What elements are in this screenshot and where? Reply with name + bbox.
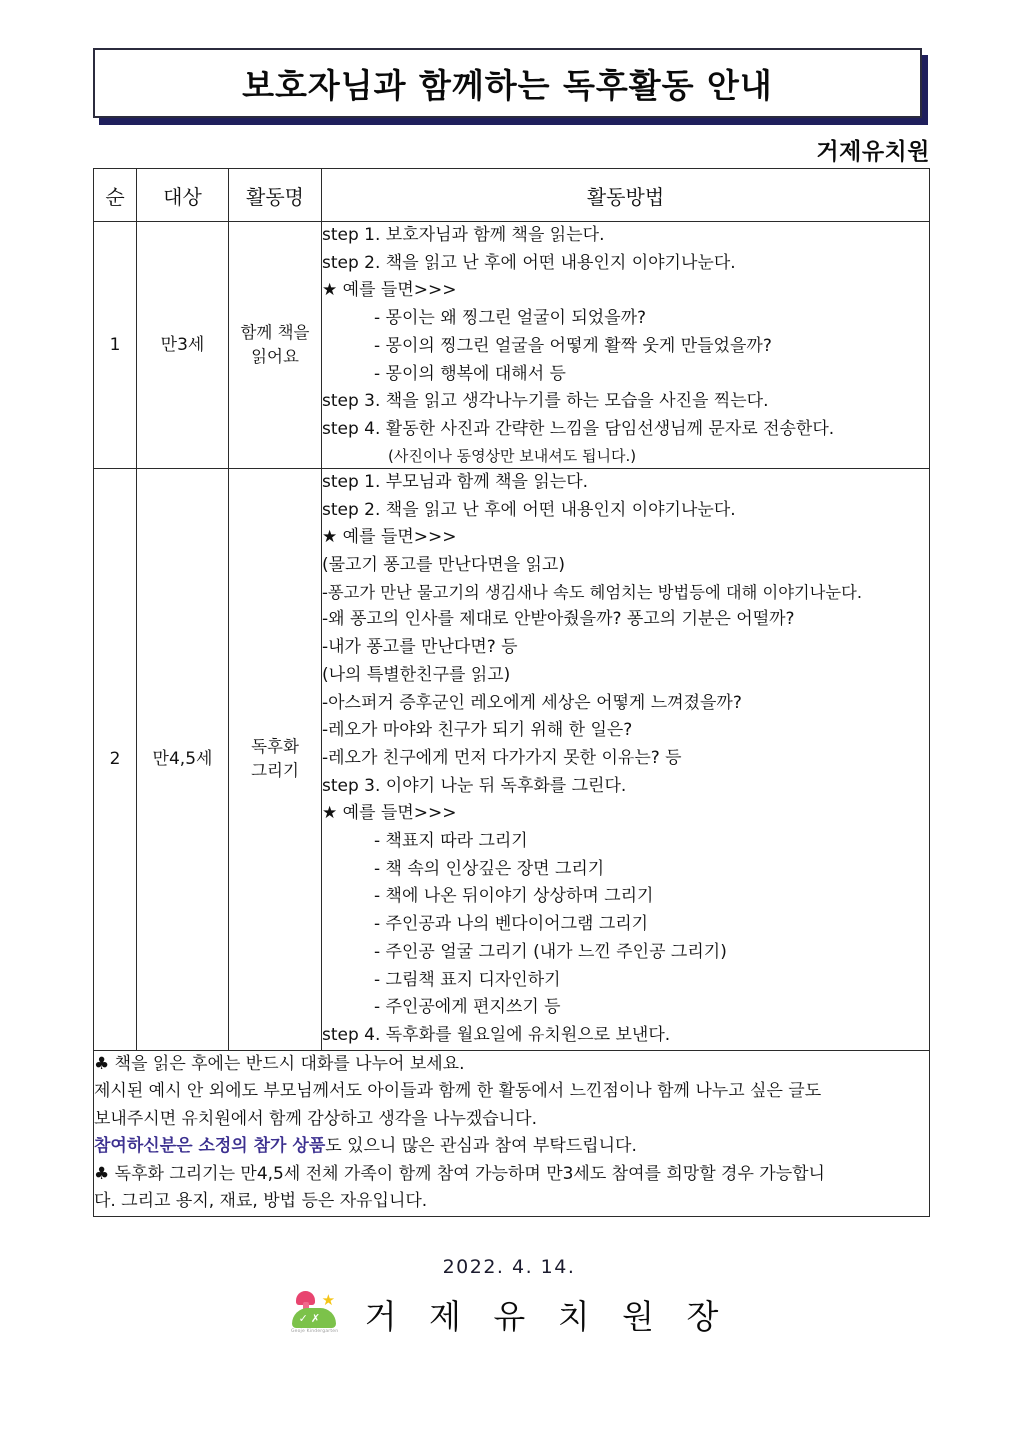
method-line: step 3. 책을 읽고 생각나누기를 하는 모습을 사진을 찍는다.: [322, 391, 769, 412]
note-line: [94, 1133, 929, 1161]
method-line: step 4. 독후화를 월요일에 유치원으로 보낸다.: [322, 1024, 671, 1045]
cell-activity-line1: 함께 책을: [240, 323, 310, 343]
notes-row: [94, 1050, 930, 1216]
method-line: -왜 퐁고의 인사를 제대로 안받아줬을까? 퐁고의 기분은 어떨까?: [322, 609, 795, 630]
cell-activity-line1: 독후화: [251, 737, 299, 757]
notes-block: [94, 1050, 930, 1216]
column-header-activity: 활동명: [229, 169, 322, 222]
note-text: 제시된 예시 안 외에도 부모님께서도 아이들과 함께 한 활동에서 느낀점이나 함께 나누고 싶은 글도: [94, 1081, 822, 1102]
method-line: step 1. 보호자님과 함께 책을 읽는다.: [322, 225, 605, 245]
method-line: - 그림책 표지 디자인하기: [374, 969, 561, 990]
note-text: ♣ 독후화 그리기는 만4,5세 전체 가족이 함께 참여 가능하며 만3세도 참여를 희망할 경우 가능합니: [94, 1163, 825, 1184]
table-header-row: [94, 169, 930, 222]
note-line: [94, 1106, 929, 1134]
method-line: -퐁고가 만난 물고기의 생김새나 속도 헤엄치는 방법등에 대해 이야기나눈다.: [322, 582, 863, 602]
method-line: - 몽이의 행복에 대해서 등: [374, 363, 566, 384]
cell-no: 2: [94, 469, 137, 1051]
cell-target: 만4,5세: [137, 469, 229, 1051]
table-row: [94, 469, 930, 1051]
logo-caption: Geoje Kindergarten: [290, 1329, 339, 1334]
cell-activity-line2: 읽어요: [251, 347, 299, 367]
title-banner: [93, 48, 922, 118]
method-line: ★ 예를 들면>>>: [322, 280, 457, 301]
method-line: step 1. 부모님과 함께 책을 읽는다.: [322, 472, 589, 493]
method-line: - 책 속의 인상깊은 장면 그리기: [374, 858, 605, 879]
note-text: ♣ 책을 읽은 후에는 반드시 대화를 나누어 보세요.: [94, 1053, 465, 1074]
method-line: - 주인공과 나의 벤다이어그램 그리기: [374, 914, 649, 935]
method-line: (물고기 퐁고를 만난다면을 읽고): [322, 555, 565, 576]
method-line: - 주인공에게 편지쓰기 등: [374, 997, 561, 1018]
cell-no: 1: [94, 222, 137, 469]
method-line: - 몽이는 왜 찡그린 얼굴이 되었을까?: [374, 308, 647, 329]
signature-text: 거 제 유 치 원 장: [364, 1296, 730, 1336]
cell-target: 만3세: [137, 222, 229, 469]
note-line: [94, 1161, 929, 1189]
method-line: - 몽이의 찡그린 얼굴을 어떻게 활짝 웃게 만들었을까?: [374, 335, 772, 356]
table-row: [94, 222, 930, 469]
method-line: - 주인공 얼굴 그리기 (내가 느낀 주인공 그리기): [374, 941, 727, 962]
method-line: ★ 예를 들면>>>: [322, 527, 457, 548]
cell-activity-line2: 그리기: [251, 761, 299, 781]
cell-method: [322, 469, 930, 1051]
method-line: -레오가 마야와 친구가 되기 위해 한 일은?: [322, 720, 633, 741]
method-line: - 책표지 따라 그리기: [374, 831, 528, 852]
note-line: [94, 1188, 929, 1216]
title-banner-box: [93, 48, 922, 118]
method-line: step 2. 책을 읽고 난 후에 어떤 내용인지 이야기나눈다.: [322, 252, 736, 273]
cell-activity: [229, 222, 322, 469]
method-line: -내가 퐁고를 만난다면? 등: [322, 637, 518, 658]
cell-method: [322, 222, 930, 469]
table-body: [94, 222, 930, 1217]
footer-date: 2022. 4. 14.: [442, 1256, 576, 1278]
cell-activity: [229, 469, 322, 1051]
method-line: step 2. 책을 읽고 난 후에 어떤 내용인지 이야기나눈다.: [322, 499, 736, 520]
column-header-target: 대상: [137, 169, 229, 222]
method-line: -아스퍼거 증후군인 레오에게 세상은 어떻게 느껴졌을까?: [322, 692, 742, 713]
kindergarten-logo-icon: ★ ✓✗ Geoje Kindergarten: [289, 1288, 341, 1340]
method-line: (나의 특별한친구를 읽고): [322, 664, 511, 685]
note-text: 다. 그리고 용지, 재료, 방법 등은 자유입니다.: [94, 1191, 428, 1212]
note-line: [94, 1078, 929, 1106]
note-text: 도 있으니 많은 관심과 참여 부탁드립니다.: [325, 1136, 637, 1157]
column-header-method: 활동방법: [322, 169, 930, 222]
footer-signature: [0, 1288, 1018, 1340]
method-line: step 4. 활동한 사진과 간략한 느낌을 담임선생님께 문자로 전송한다.: [322, 418, 835, 439]
column-header-no: 순: [94, 169, 137, 222]
note-text: 보내주시면 유치원에서 함께 감상하고 생각을 나누겠습니다.: [94, 1108, 537, 1129]
method-line: - 책에 나온 뒤이야기 상상하며 그리기: [374, 886, 654, 907]
activity-table: [93, 168, 930, 1217]
method-line: step 3. 이야기 나눈 뒤 독후화를 그린다.: [322, 775, 627, 796]
note-highlight: 참여하신분은 소정의 참가 상품: [94, 1136, 326, 1157]
note-line: [94, 1051, 929, 1079]
method-line: (사진이나 동영상만 보내셔도 됩니다.): [388, 446, 637, 465]
method-line: ★ 예를 들면>>>: [322, 803, 457, 824]
method-line: -레오가 친구에게 먼저 다가가지 못한 이유는? 등: [322, 747, 682, 768]
organization-name: 거제유치원: [816, 139, 930, 165]
page-title: 보호자님과 함께하는 독후활동 안내: [242, 65, 773, 105]
